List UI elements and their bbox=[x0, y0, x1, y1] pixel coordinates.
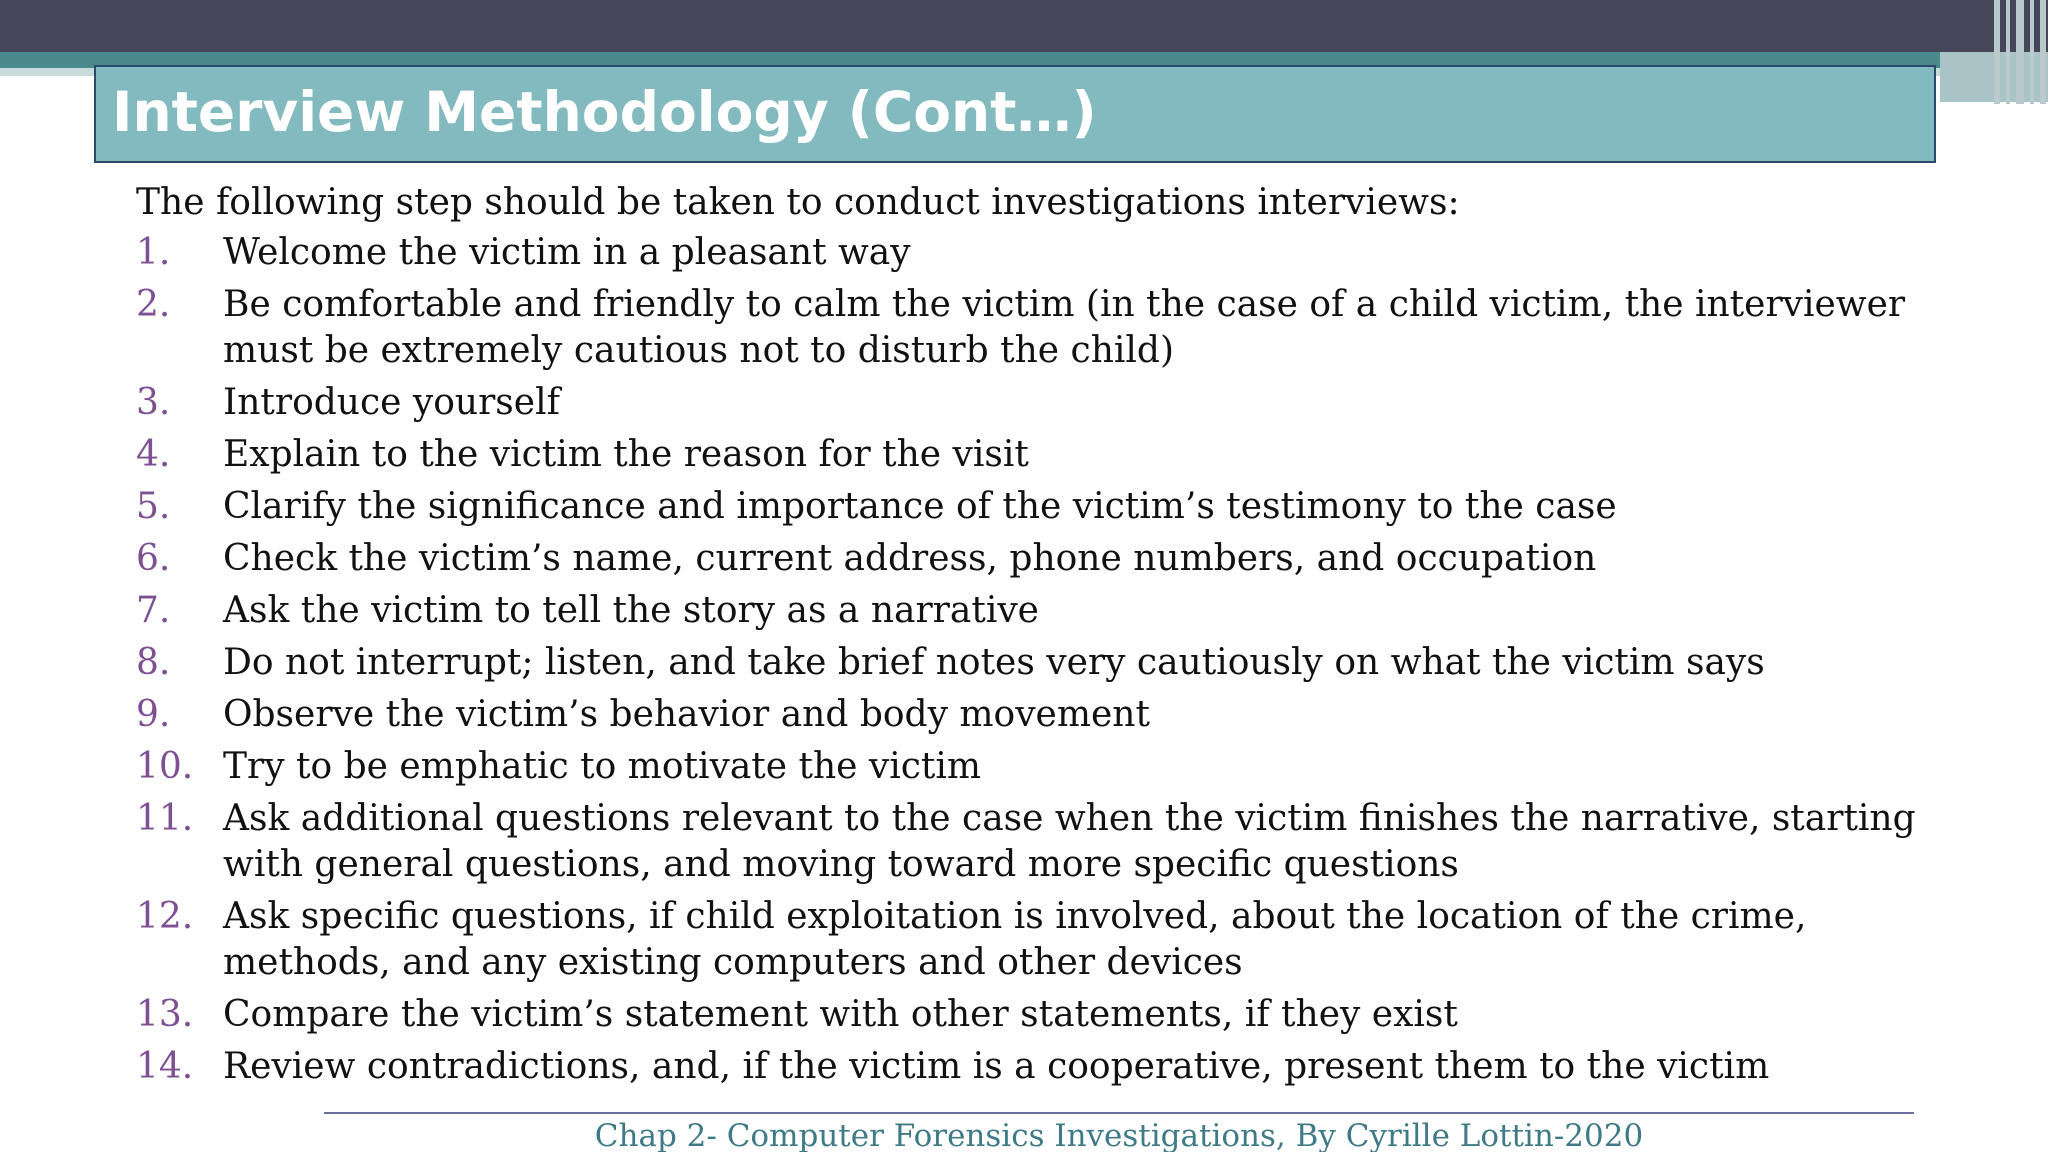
step-number: 11. bbox=[136, 798, 194, 839]
step-text: Introduce yourself bbox=[223, 382, 560, 423]
list-item bbox=[136, 744, 1936, 790]
step-number: 1. bbox=[136, 232, 171, 273]
list-item bbox=[136, 640, 1936, 686]
list-item bbox=[136, 484, 1936, 530]
list-item bbox=[136, 796, 1936, 888]
list-item bbox=[136, 282, 1936, 374]
step-number: 10. bbox=[136, 746, 194, 787]
step-text: Review contradictions, and, if the victim is a cooperative, present them to the victim bbox=[223, 1046, 1770, 1087]
corner-decoration-bars bbox=[1988, 0, 2048, 104]
step-number: 2. bbox=[136, 284, 171, 325]
steps-list bbox=[136, 230, 1936, 1090]
step-text: Clarify the significance and importance of the victim’s testimony to the case bbox=[223, 486, 1617, 527]
step-text: Welcome the victim in a pleasant way bbox=[223, 232, 911, 273]
slide-content bbox=[136, 180, 1936, 1096]
step-number: 5. bbox=[136, 486, 171, 527]
step-text: Check the victim’s name, current address, phone numbers, and occupation bbox=[223, 538, 1597, 579]
step-text: Explain to the victim the reason for the visit bbox=[223, 434, 1029, 475]
list-item bbox=[136, 692, 1936, 738]
step-text: Be comfortable and friendly to calm the victim (in the case of a child victim, the interviewer must be extremely cautious not to disturb the child) bbox=[223, 284, 1906, 371]
step-number: 4. bbox=[136, 434, 171, 475]
list-item bbox=[136, 1044, 1936, 1090]
step-text: Observe the victim’s behavior and body movement bbox=[223, 694, 1150, 735]
step-number: 9. bbox=[136, 694, 171, 735]
list-item bbox=[136, 536, 1936, 582]
step-text: Do not interrupt; listen, and take brief notes very cautiously on what the victim says bbox=[223, 642, 1765, 683]
step-number: 7. bbox=[136, 590, 171, 631]
step-text: Try to be emphatic to motivate the victim bbox=[223, 746, 982, 787]
step-number: 8. bbox=[136, 642, 171, 683]
list-item bbox=[136, 894, 1936, 986]
step-number: 3. bbox=[136, 382, 171, 423]
list-item bbox=[136, 432, 1936, 478]
title-box bbox=[94, 65, 1936, 163]
step-number: 13. bbox=[136, 994, 194, 1035]
header-band bbox=[0, 0, 2048, 52]
intro-text: The following step should be taken to conduct investigations interviews: bbox=[136, 182, 1460, 223]
step-text: Ask specific questions, if child exploitation is involved, about the location of the crime, methods, and any existing computers and other devices bbox=[223, 896, 1807, 983]
list-item bbox=[136, 992, 1936, 1038]
footer-text: Chap 2- Computer Forensics Investigations, By Cyrille Lottin-2020 bbox=[594, 1118, 1644, 1152]
list-item bbox=[136, 380, 1936, 426]
step-number: 14. bbox=[136, 1046, 194, 1087]
list-item bbox=[136, 230, 1936, 276]
step-number: 6. bbox=[136, 538, 171, 579]
footer-rule bbox=[324, 1112, 1914, 1114]
step-text: Ask additional questions relevant to the case when the victim finishes the narrative, starting with general questions, and moving toward more specific questions bbox=[223, 798, 1916, 885]
step-text: Ask the victim to tell the story as a narrative bbox=[223, 590, 1039, 631]
slide-title: Interview Methodology (Cont…) bbox=[112, 80, 1097, 144]
step-number: 12. bbox=[136, 896, 194, 937]
step-text: Compare the victim’s statement with other statements, if they exist bbox=[223, 994, 1458, 1035]
list-item bbox=[136, 588, 1936, 634]
